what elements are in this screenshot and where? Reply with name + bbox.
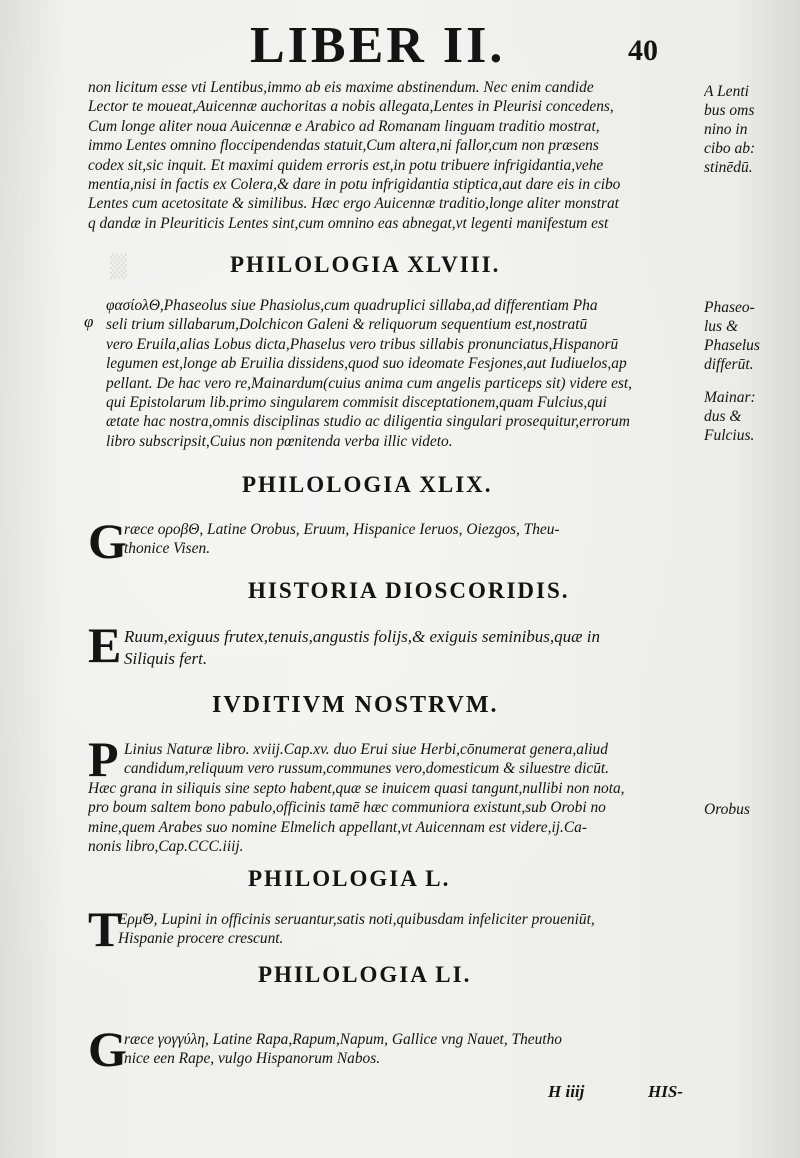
text-line: thonice Visen. xyxy=(124,540,211,558)
margin-line: stinēdū. xyxy=(704,159,753,176)
text-line: libro subscripsit,Cuius non pœnitenda verba illic videto. xyxy=(106,432,453,450)
page-number: 40 xyxy=(628,34,658,67)
text-line: Linius Naturæ libro. xviij.Cap.xv. duo Erui siue Herbi,cōnumerat genera,aliud xyxy=(124,741,608,758)
marginal-note-mainardus xyxy=(704,388,796,445)
margin-line: Phaseo- xyxy=(704,299,755,316)
margin-line: dus & xyxy=(704,408,742,425)
margin-line: cibo ab: xyxy=(704,140,756,157)
text-line: Hispanie procere crescunt. xyxy=(118,930,284,948)
signature-mark: H iiij xyxy=(548,1082,585,1101)
drop-cap-e: E xyxy=(88,617,122,673)
margin-line: differūt. xyxy=(704,356,754,373)
text-line: nice een Rape, vulgo Hispanorum Nabos. xyxy=(124,1050,381,1068)
text-line: ræce γογγύλη, Latine Rapa,Rapum,Napum, Gallice vng Nauet, Theutho xyxy=(124,1031,562,1048)
text-line: Eρμ̃Θ, Lupini in officinis seruantur,satis noti,quibusdam infeliciter proueniūt, xyxy=(118,911,595,928)
margin-line: A Lenti xyxy=(704,83,749,100)
text-line: pellant. De hac vero re,Mainardum(cuius anima cum angelis particeps sit) videre est, xyxy=(106,374,633,392)
text-line: codex sit,sic inquit. Et maximi quidem erroris est,in potu tribuere infrigidantia,vehe xyxy=(88,156,604,174)
text-line: qui Epistolarum lib.primo singularem commisit disceptationem,quam Fulcius,qui xyxy=(106,394,607,412)
margin-line: Fulcius. xyxy=(704,427,755,444)
text-line: seli trium sillabarum,Dolchicon Galeni & reliquorum sequentium est,nostratū xyxy=(106,316,588,334)
text-line: legumen est,longe ab Eruilia dissidens,quod suo ideomate Fesjones,aut Iudiuelos,ap xyxy=(106,355,627,373)
margin-line: Mainar: xyxy=(704,389,756,406)
text-line: ræce οροβΘ, Latine Orobus, Eruum, Hispanice Ieruos, Oiezgos, Theu- xyxy=(124,521,560,538)
drop-cap-t: T xyxy=(88,901,122,957)
text-line: Ruum,exiguus frutex,tenuis,angustis folijs,& exiguis seminibus,quæ in xyxy=(124,627,600,646)
text-line: Lector te moueat,Auicennæ auchoritas a nobis allegata,Lentes in Pleurisi concedens, xyxy=(88,98,614,116)
margin-line: nino in xyxy=(704,121,748,138)
text-line: ætate hac nostra,omnis disciplinas studio ac diligentia singulari prosequitur,errorum xyxy=(106,413,630,431)
margin-line: bus oms xyxy=(704,102,755,119)
heading-philologia-50: PHILOLOGIA L. xyxy=(248,866,451,891)
marginal-note-orobus xyxy=(704,800,796,819)
phi-marker: φ xyxy=(84,312,94,331)
drop-cap-g: G xyxy=(88,1021,127,1077)
text-line: φασίολΘ,Phaseolus siue Phasiolus,cum quadruplici sillaba,ad differentiam Pha xyxy=(106,297,598,314)
marginal-note-phaseolus xyxy=(704,298,796,374)
paragraph-dioscoridis xyxy=(124,626,700,670)
text-line: vero Eruila,alias Lobus dicta,Phaselus vero tribus sillabis pronunciatus,Hispanorū xyxy=(106,335,619,353)
heading-iuditium-nostrum: IVDITIVM NOSTRVM. xyxy=(212,692,499,718)
text-line: non licitum esse vti Lentibus,immo ab eis maxime abstinendum. Nec enim candide xyxy=(88,79,594,96)
text-line: mentia,nisi in factis ex Colera,& dare in potu infrigidantia stiptica,aut dare eis in cibo xyxy=(88,176,621,194)
heading-philologia-48: PHILOLOGIA XLVIII. xyxy=(230,252,501,277)
intro-paragraph xyxy=(88,78,700,233)
text-line: Siliquis fert. xyxy=(124,649,208,668)
heading-philologia-51: PHILOLOGIA LI. xyxy=(258,962,472,987)
bleed-through-text: ▒ xyxy=(110,255,127,280)
text-line: Lentes cum acetositate & similibus. Hæc ergo Auicennæ traditio,longe aliter monstrat xyxy=(88,195,619,213)
drop-cap-p: P xyxy=(88,731,119,787)
text-line: nonis libro,Cap.CCC.iiij. xyxy=(88,838,244,856)
paragraph-philologia-49 xyxy=(124,520,700,559)
running-title: LIBER II. xyxy=(250,17,506,74)
marginal-note-lentibus xyxy=(704,82,796,177)
margin-line: lus & xyxy=(704,318,739,335)
paragraph-philologia-51 xyxy=(124,1030,700,1069)
catchword: HIS- xyxy=(648,1082,683,1101)
text-line: Cum longe aliter noua Auicennæ e Arabico ad Romanam linguam traditio mostrat, xyxy=(88,117,600,135)
paragraph-philologia-50 xyxy=(118,910,700,949)
margin-line: Orobus xyxy=(704,801,750,818)
paragraph-iuditium xyxy=(88,740,700,856)
text-line: Hæc grana in siliquis sine septo habent,quæ se inuicem quasi tangunt,nullibi non nota, xyxy=(88,779,625,797)
text-line: immo Lentes omnino floccipendendas statuit,Cum altera,ni fallor,cum non præsens xyxy=(88,137,599,155)
margin-line: Phaselus xyxy=(704,337,760,354)
heading-philologia-49: PHILOLOGIA XLIX. xyxy=(242,472,493,497)
text-line: candidum,reliquum vero russum,communes vero,domesticum & siluestre dicūt. xyxy=(124,760,610,778)
heading-historia-dioscoridis: HISTORIA DIOSCORIDIS. xyxy=(248,578,570,603)
text-line: q dandæ in Pleuriticis Lentes sint,cum omnino eas abnegat,vt legenti manifestum est xyxy=(88,214,609,232)
text-line: pro boum saltem bono pabulo,officinis tamē hæc communiora existunt,sub Orobi no xyxy=(88,799,606,817)
paragraph-philologia-48 xyxy=(106,296,700,451)
drop-cap-g: G xyxy=(88,513,127,569)
text-line: mine,quem Arabes suo nomine Elmelich appellant,vt Auicennam est videre,ij.Ca- xyxy=(88,818,587,836)
